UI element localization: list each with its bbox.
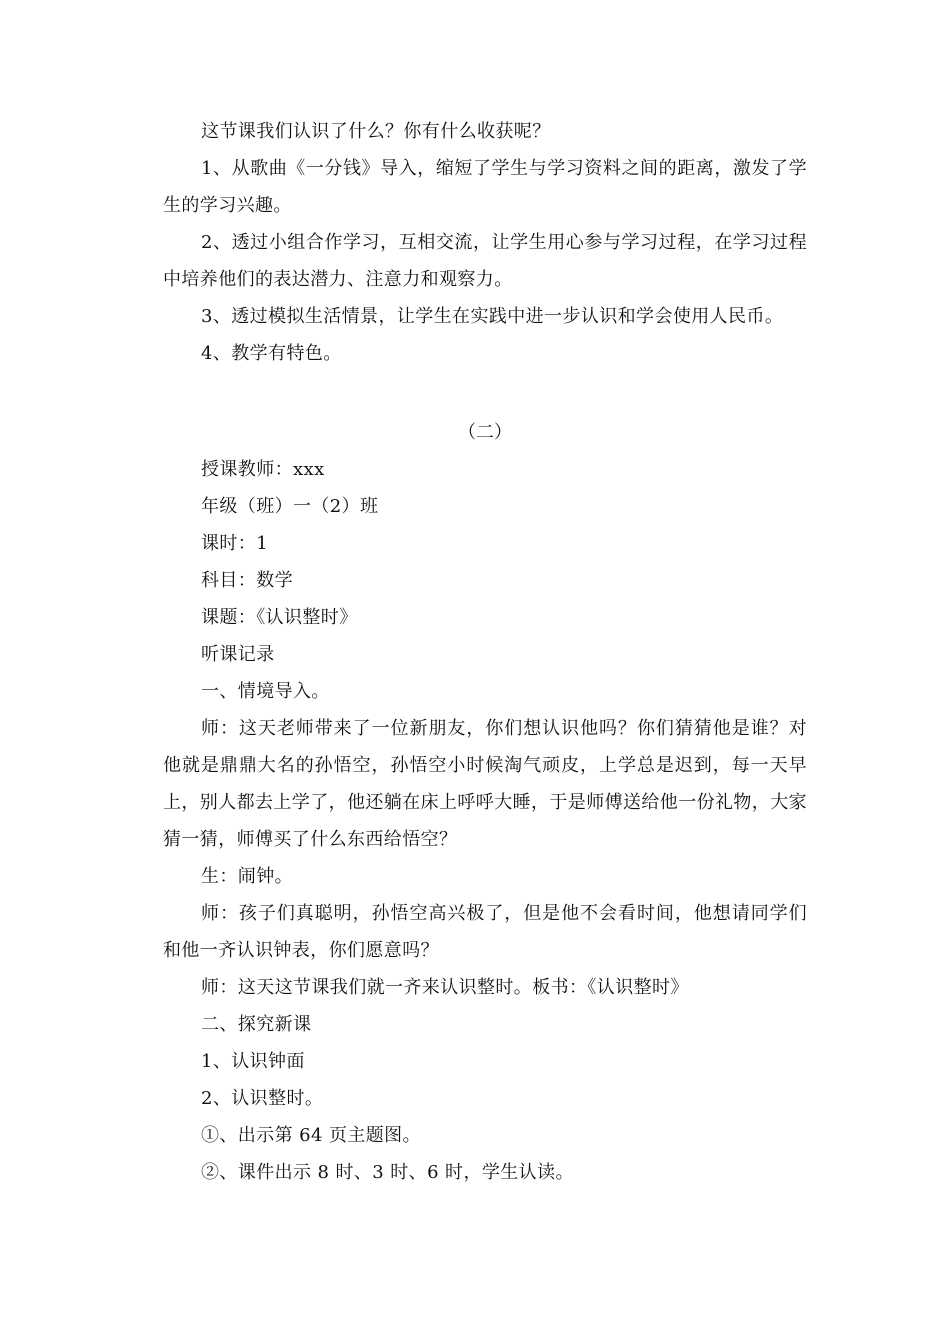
part-2-title: 二、探究新课 xyxy=(201,1014,312,1035)
item-1: 1、认识钟面 xyxy=(201,1051,305,1072)
part-1-title: 一、情境导入。 xyxy=(201,681,330,702)
student-line-1: 生：闹钟。 xyxy=(201,866,293,887)
period-info: 课时：1 xyxy=(201,533,269,554)
topic-info: 课题：《认识整时》 xyxy=(201,607,358,628)
record-title: 听课记录 xyxy=(201,644,275,665)
teacher-line-2: 师：孩子们真聪明，孙悟空高兴极了，但是他不会看时间，他想请同学们和他一齐认识钟表，你们愿意吗？ xyxy=(163,903,807,961)
reflection-point-1: 1、从歌曲《一分钱》导入，缩短了学生与学习资料之间的距离，激发了学生的学习兴趣。 xyxy=(163,158,807,216)
reflection-point-3: 3、透过模拟生活情景，让学生在实践中进一步认识和学会使用人民币。 xyxy=(201,306,784,327)
lesson-record-section xyxy=(163,451,807,1191)
sub-item-1: ①、出示第 64 页主题图。 xyxy=(201,1125,421,1146)
section-heading: （二） xyxy=(458,422,512,443)
teacher-info: 授课教师：xxx xyxy=(201,459,325,480)
summary-question: 这节课我们认识了什么？你有什么收获呢？ xyxy=(201,121,551,142)
subject-info: 科目：数学 xyxy=(201,570,293,591)
teacher-line-1: 师：这天老师带来了一位新朋友，你们想认识他吗？你们猜猜他是谁？对他就是鼎鼎大名的孙悟空，孙悟空小时候淘气顽皮，上学总是迟到，每一天早上，别人都去上学了，他还躺在床上呼呼大睡，于是师傅送给他一份礼物，大家猜一猜，师傅买了什么东西给悟空？ xyxy=(163,718,807,850)
sub-item-2: ②、课件出示 8 时、3 时、6 时，学生认读。 xyxy=(201,1162,574,1183)
reflection-point-2: 2、透过小组合作学习，互相交流，让学生用心参与学习过程，在学习过程中培养他们的表达潜力、注意力和观察力。 xyxy=(163,232,807,290)
teacher-line-3: 师：这天这节课我们就一齐来认识整时。板书：《认识整时》 xyxy=(201,977,689,998)
item-2: 2、认识整时。 xyxy=(201,1088,324,1109)
reflection-point-4: 4、教学有特色。 xyxy=(201,343,342,364)
reflection-section xyxy=(163,113,807,372)
grade-info: 年级（班）一（2）班 xyxy=(201,496,379,517)
